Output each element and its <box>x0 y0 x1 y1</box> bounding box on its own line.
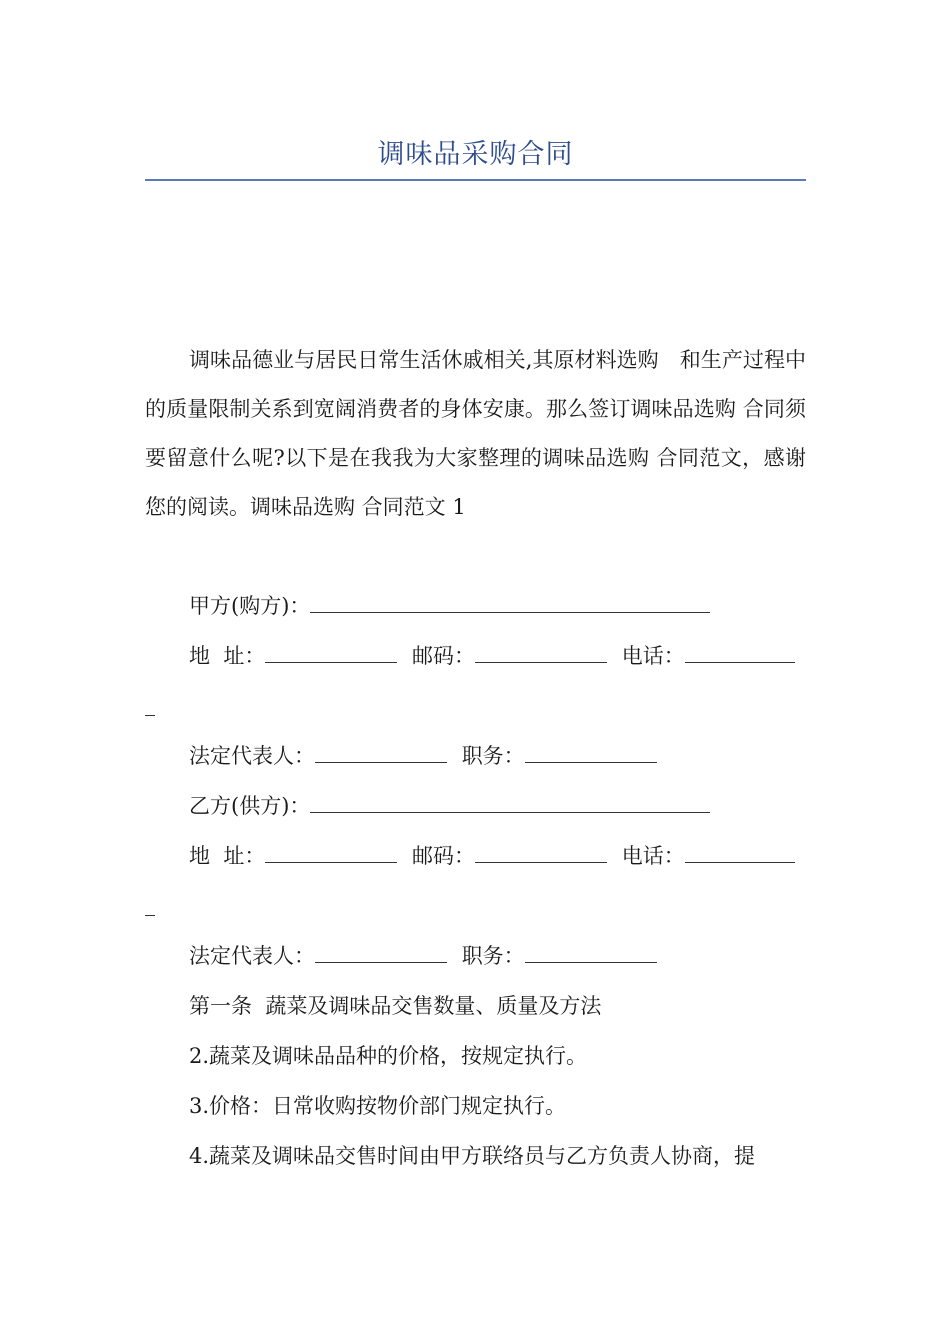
party-b-position-blank <box>525 948 657 963</box>
party-a-postcode-label: 邮码： <box>412 644 476 668</box>
party-b-label: 乙方(供方)： <box>189 794 311 818</box>
clause-1 <box>145 990 601 1020</box>
title-divider <box>145 179 806 181</box>
party-b-phone-blank <box>685 848 795 863</box>
party-a-phone-label: 电话： <box>621 644 685 668</box>
clause-3-text: 3.价格：日常收购按物价部门规定执行。 <box>189 1094 567 1118</box>
party-a-phone-blank-wrap <box>145 715 155 716</box>
party-b-rep-line <box>145 940 657 970</box>
party-b-position-label: 职务： <box>461 944 525 968</box>
party-a-rep-line <box>145 740 657 770</box>
party-a-blank <box>310 598 710 613</box>
clause-4 <box>145 1140 755 1170</box>
party-a-address-label: 地 址： <box>189 644 266 668</box>
clause-4-text: 4.蔬菜及调味品交售时间由甲方联络员与乙方负责人协商，提 <box>189 1144 756 1168</box>
party-b-address-blank <box>265 848 397 863</box>
party-a-line <box>145 590 710 620</box>
clause-3 <box>145 1090 566 1120</box>
party-b-address-line <box>145 840 795 870</box>
clause-2 <box>145 1040 587 1070</box>
party-b-phone-blank-wrap <box>145 915 155 916</box>
clause-2-text: 2.蔬菜及调味品品种的价格，按规定执行。 <box>189 1044 588 1068</box>
party-b-postcode-label: 邮码： <box>412 844 476 868</box>
party-a-address-blank <box>265 648 397 663</box>
party-b-rep-label: 法定代表人： <box>189 944 315 968</box>
party-a-rep-label: 法定代表人： <box>189 744 315 768</box>
party-b-address-label: 地 址： <box>189 844 266 868</box>
intro-block <box>145 336 806 532</box>
intro-paragraph: 调味品德业与居民日常生活休戚相关,其原材料选购 和生产过程中的质量限制关系到宽阔消费者的身体安康。那么签订调味品选购 合同须要留意什么呢?以下是在我我为大家整理的调味品选购 合同范文，感谢您的阅读。调味品选购 合同范文 1 <box>145 348 806 519</box>
party-a-rep-blank <box>315 748 447 763</box>
party-b-blank <box>310 798 710 813</box>
party-b-phone-label: 电话： <box>621 844 685 868</box>
party-b-rep-blank <box>315 948 447 963</box>
party-b-postcode-blank <box>475 848 607 863</box>
party-a-address-line <box>145 640 795 670</box>
document-title: 调味品采购合同 <box>377 139 574 170</box>
party-a-label: 甲方(购方)： <box>189 594 311 618</box>
party-b-line <box>145 790 710 820</box>
party-a-position-label: 职务： <box>461 744 525 768</box>
clause-1-text: 第一条 蔬菜及调味品交售数量、质量及方法 <box>189 994 602 1018</box>
party-a-phone-blank <box>685 648 795 663</box>
party-a-postcode-blank <box>475 648 607 663</box>
party-a-position-blank <box>525 748 657 763</box>
